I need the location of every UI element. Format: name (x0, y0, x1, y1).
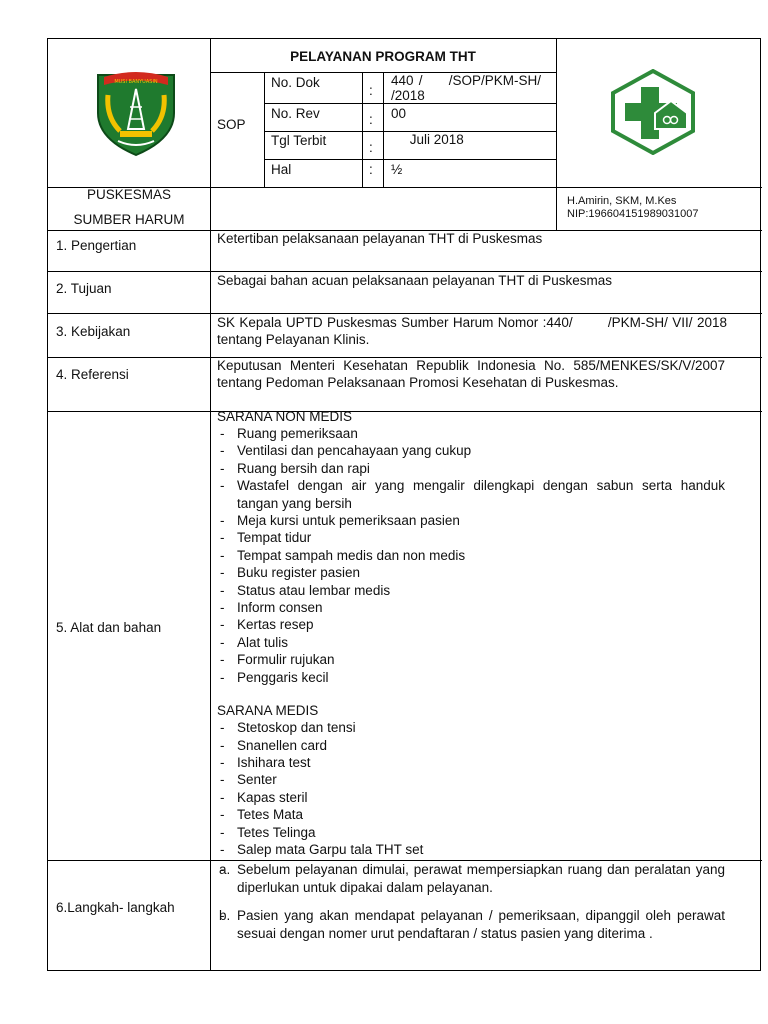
field-value-no-rev: 00 (391, 106, 407, 121)
field-label-no-rev: No. Rev (271, 106, 320, 121)
list-item: - Inform consen (217, 599, 725, 616)
sop-label: SOP (217, 117, 246, 132)
list-item: - Ruang bersih dan rapi (217, 460, 725, 477)
list-item: - Meja kursi untuk pemeriksaan pasien (217, 512, 725, 529)
medis-list (217, 719, 725, 858)
org-name-line2: SUMBER HARUM (73, 212, 185, 227)
section-label-referensi: 4. Referensi (56, 367, 129, 382)
step-text: Sebelum pelayanan dimulai, perawat mempersiapkan ruang dan peralatan yang diperlukan untuk dipakai dalam pelayanan. (237, 862, 725, 895)
list-item: - Tetes Mata (217, 806, 725, 823)
section-label-kebijakan: 3. Kebijakan (56, 324, 131, 339)
list-item: - Ishihara test (217, 754, 725, 771)
field-sep: : (369, 112, 373, 127)
section-text-pengertian: Ketertiban pelaksanaan pelayanan THT di Puskesmas (217, 231, 543, 246)
medis-title: SARANA MEDIS (217, 703, 319, 719)
section-label-langkah: 6.Langkah- langkah (56, 900, 175, 915)
document-title: PELAYANAN PROGRAM THT (290, 49, 476, 64)
step-text: Pasien yang akan mendapat pelayanan / pemeriksaan, dipanggil oleh perawat sesuai dengan nomer urut pendaftaran / status pasien yang diterima . (237, 908, 725, 941)
field-sep: : (369, 162, 373, 177)
list-item: - Kapas steril (217, 789, 725, 806)
list-item: - Stetoskop dan tensi (217, 719, 725, 736)
list-item: - Tempat tidur (217, 529, 725, 546)
step-marker: - a. (219, 862, 231, 877)
field-sep: : (369, 140, 373, 155)
non-medis-list (217, 425, 725, 686)
list-item: - Formulir rujukan (217, 651, 725, 668)
org-name-line1: PUSKESMAS (86, 187, 172, 202)
signer-nip: NIP:196604151989031007 (567, 208, 699, 220)
section-text-tujuan: Sebagai bahan acuan pelaksanaan pelayanan THT di Puskesmas (217, 273, 613, 288)
section-label-pengertian: 1. Pengertian (56, 238, 137, 253)
field-label-tgl-terbit: Tgl Terbit (271, 133, 327, 148)
list-item: - Salep mata Garpu tala THT set (217, 841, 725, 858)
section-label-alat-bahan: 5. Alat dan bahan (56, 620, 162, 635)
langkah-content (217, 861, 725, 953)
list-item: - Tempat sampah medis dan non medis (217, 547, 725, 564)
section-text-referensi: Keputusan Menteri Kesehatan Republik Indonesia No. 585/MENKES/SK/V/2007 tentang Pedoman Pelaksanaan Promosi Kesehatan di Puskesmas. (217, 358, 725, 390)
list-item: - Alat tulis (217, 634, 725, 651)
field-value-hal: ½ (391, 162, 403, 177)
sop-document (47, 38, 761, 971)
list-item: - Kertas resep (217, 616, 725, 633)
step-marker: - b. (219, 908, 231, 923)
list-item: - Snanellen card (217, 737, 725, 754)
puskesmas-cross-logo (611, 69, 695, 155)
alat-bahan-content (217, 408, 725, 858)
regional-crest-logo (90, 67, 182, 159)
list-item: - Ruang pemeriksaan (217, 425, 725, 442)
field-value-no-dok: 440 / /SOP/PKM-SH/ /2018 (391, 73, 560, 103)
signer-name: H.Amirin, SKM, M.Kes (567, 195, 677, 207)
field-label-hal: Hal (271, 162, 292, 177)
list-item: - Senter (217, 771, 725, 788)
list-item: - Buku register pasien (217, 564, 725, 581)
list-item: - Wastafel dengan air yang mengalir dilengkapi dengan sabun serta handuk tangan yang bersih (217, 477, 725, 512)
section-text-kebijakan: SK Kepala UPTD Puskesmas Sumber Harum Nomor :440/ /PKM-SH/ VII/ 2018 tentang Pelayanan Klinis. (217, 315, 735, 347)
list-item: - Status atau lembar medis (217, 582, 725, 599)
field-label-no-dok: No. Dok (271, 75, 320, 90)
list-item: - Tetes Telinga (217, 824, 725, 841)
field-sep: : (369, 83, 373, 98)
field-value-tgl-terbit: Juli 2018 (391, 132, 464, 147)
non-medis-title: SARANA NON MEDIS (217, 409, 353, 424)
list-item: - Penggaris kecil (217, 669, 725, 686)
list-item: - Ventilasi dan pencahayaan yang cukup (217, 442, 725, 459)
step-item (217, 861, 725, 897)
section-label-tujuan: 2. Tujuan (56, 281, 112, 296)
svg-text:MUSI BANYUASIN: MUSI BANYUASIN (114, 79, 158, 85)
step-item (217, 907, 725, 943)
